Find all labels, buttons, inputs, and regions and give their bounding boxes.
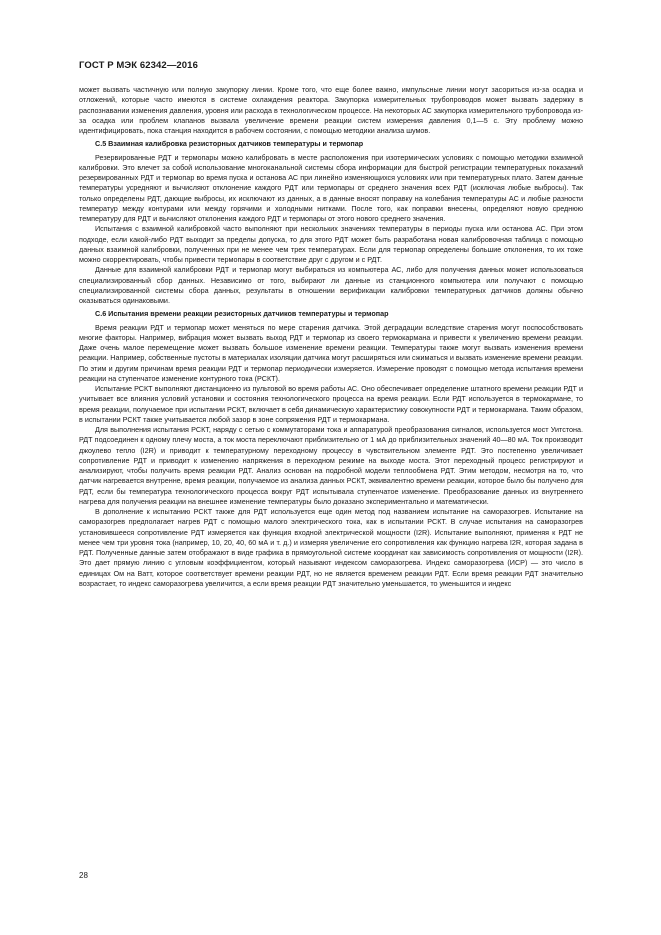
document-body [79,85,583,589]
page-number: 28 [79,871,88,880]
section-heading-c6: С.6 Испытания времени реакции резисторных датчиков температуры и термопар [95,309,389,319]
paragraph: Испытания с взаимной калибровкой часто выполняют при нескольких значениях температуры в периоды пуска или останова АС. При этом подходе, если какой-либо РДТ выходит за пределы допуска, то для этого РДТ может быть разработана новая калибровочная таблица с помощью данных взаимной калибровки, полученных при не менее чем трех температурах. Если для термопар определены большие отклонения, то их тоже можно скорректировать, чтобы привести термопары в соответствие друг с другом и с РДТ. [79,224,583,264]
paragraph: Данные для взаимной калибровки РДТ и термопар могут выбираться из компьютера АС, либо для получения данных может использоваться специализированный сбор данных. Независимо от того, выбирают ли данные из станционного компьютера или получают с помощью специализированной системы сбора данных, результаты в отношении верификации калибровки температурных датчиков должны обычно оказываться одинаковыми. [79,265,583,305]
paragraph: Время реакции РДТ и термопар может меняться по мере старения датчика. Этой деградации вследствие старения могут поспособствовать многие факторы. Например, вибрация может вызвать выход РДТ и термопар из своего термокармана и привести к увеличению времени реакции. Даже очень малое перемещение может вызвать большое изменение времени реакции. Температуры также могут вызвать изменения времени реакции. Например, собственные пустоты в материалах изоляции датчика могут расширяться или сжиматься и вызвать изменение времени реакции. По этим и другим причинам время реакции РДТ и термопар периодически измеряется. Измерение проводят с помощью метода испытания времени реакции на ступенчатое изменение контурного тока (РСКТ). [79,322,583,383]
document-header: ГОСТ Р МЭК 62342—2016 [79,60,198,71]
paragraph: Резервированные РДТ и термопары можно калибровать в месте расположения при изотермических условиях с помощью методики взаимной калибровки. Это влечет за собой использование многоканальной системы сбора информации для быстрой регистрации температурных показаний резервированных РДТ и термопар во время пуска и останова АС при линейно изменяющихся условиях или при температурных плато. Затем данные температуры усредняют и вычисляют отклонение каждого РДТ или термопары от среднего значения всех РДТ (исключая любые выбросы). Так только определены РДТ, дающие выбросы, их исключают из данных, а в данные вносят поправку на колебания температуры АС и любые разности температур между контурами или между горячими и холодными нитками. После того, как поправки внесены, определяют новую среднюю температуру для РДТ и вычисляют отклонения каждого РДТ и термопары от этого нового среднего значения. [79,152,583,223]
paragraph: Испытание РСКТ выполняют дистанционно из пультовой во время работы АС. Оно обеспечивает определение штатного времени реакции РДТ и учитывает все влияния условий установки и состояния технологического процесса на время реакции. Если РДТ используется в термокармане, то время реакции, получаемое при испытании РСКТ, включает в себя динамическую характеристику совокупности РДТ и термокармана. Таким образом, в испытании РСКТ также учитывается любой зазор в зоне сопряжения РДТ и термокармана. [79,384,583,424]
paragraph: Для выполнения испытания РСКТ, наряду с сетью с коммутаторами тока и аппаратурой преобразования сигналов, используется мост Уитстона. РДТ подсоединен к одному плечу моста, а ток моста переключают приблизительно от 1 мА до приблизительных значений 40—80 мА. Ток производит джоулево тепло (I2R) и приводит к температурному переходному процессу в чувствительном элементе РДТ. Это постепенно увеличивает сопротивление РДТ и приводит к изменению напряжения в переходном режиме на выходе моста. Этот переходный процесс регистрируют и анализируют, чтобы получить время реакции РДТ. Анализ основан на подробной модели теплообмена РДТ. Этим методом, несмотря на то, что датчик нагревается внутренне, время реакции, получаемое из анализа данных РСКТ, эквивалентно времени реакции, которое было бы получено для РДТ, если бы температура технологического процесса вокруг РДТ испытывала ступенчатое изменение. Преобразование данных из внутреннего нагрева для получения реакции на внешнее изменение температуры было доказано экспериментально и математически. [79,425,583,506]
section-heading-c5: С.5 Взаимная калибровка резисторных датчиков температуры и термопар [95,139,364,149]
paragraph: может вызвать частичную или полную закупорку линии. Кроме того, что еще более важно, импульсные линии могут засориться из-за осадка и отложений, которые часто имеются в системе охлаждения реактора. Закупорка измерительных трубопроводов может вызвать задержку в распознавании изменения давления, уровня или расхода в технологическом процессе. На некоторых АС закупорка измерительного трубопровода из-за осадка или проблем клапанов вызвала увеличение времени реакции систем измерения давления 0,1—5 с. Эту проблему можно идентифицировать, пока станция находится в рабочем состоянии, с помощью методики анализа шумов. [79,85,583,135]
paragraph: В дополнение к испытанию РСКТ также для РДТ используется еще один метод под названием испытание на саморазогрев. Испытание на саморазогрев предполагает нагрев РДТ с помощью малого электрического тока, как в испытании РСКТ. В случае испытания на саморазогрев установившееся сопротивление РДТ измеряется как функция входной электрической мощности (I2R). Испытание выполняют, применяя к РДТ не менее чем три уровня тока (например, 10, 20, 40, 60 мА и т. д.) и измеряя увеличение его сопротивления как функцию нагрева I2R, которая задана в РДТ. Полученные данные затем отображают в виде графика в прямоугольной системе координат как зависимость сопротивления от мощности (I2R). Это дает прямую линию с угловым коэффициентом, который называют индексом саморазогрева. Индекс саморазогрева (ИСР) — это число в единицах Ом на Ватт, которое соответствует времени реакции РДТ, но не является временем реакции РДТ. Если время реакции РДТ значительно возрастает, то индекс саморазогрева увеличится, а если время реакции РДТ значительно уменьшается, то уменьшится и индекс [79,507,583,588]
